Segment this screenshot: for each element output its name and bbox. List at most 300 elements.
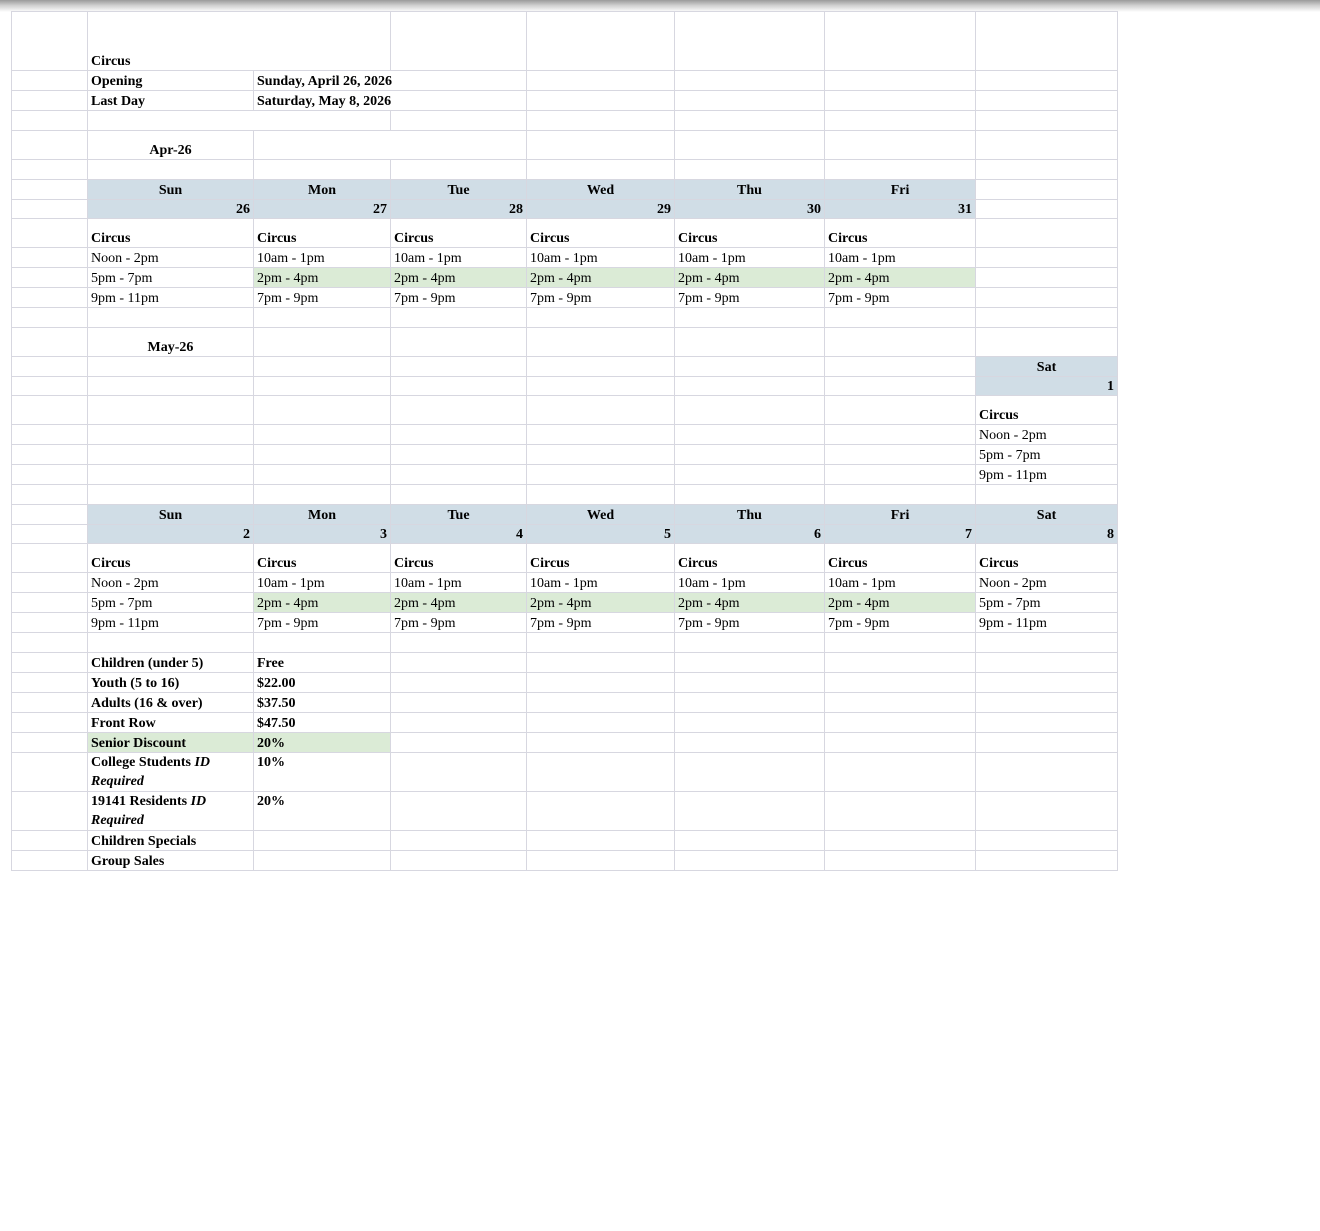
cell[interactable] [254, 160, 391, 180]
cell[interactable] [527, 633, 675, 653]
showtime[interactable]: Noon - 2pm [88, 573, 254, 593]
event-name[interactable]: Circus [527, 219, 675, 248]
cell[interactable] [976, 268, 1118, 288]
showtime[interactable]: 10am - 1pm [675, 573, 825, 593]
event-name[interactable]: Circus [825, 544, 976, 573]
cell[interactable] [527, 377, 675, 396]
page-title[interactable]: Circus [88, 12, 391, 71]
sheet-row [12, 308, 1118, 328]
cell[interactable] [391, 633, 527, 653]
cell[interactable] [12, 357, 88, 377]
price-value[interactable]: $22.00 [254, 673, 391, 693]
day-header[interactable]: Sun [88, 180, 254, 200]
cell[interactable] [825, 753, 976, 792]
opening-date[interactable]: Sunday, April 26, 2026 [254, 71, 527, 91]
showtime[interactable]: 7pm - 9pm [254, 288, 391, 308]
cell[interactable] [675, 425, 825, 445]
cell[interactable] [527, 831, 675, 851]
cell[interactable] [391, 851, 527, 871]
price-label[interactable]: Group Sales [88, 851, 254, 871]
cell[interactable] [254, 465, 391, 485]
day-header[interactable]: Sat [976, 505, 1118, 525]
date-number[interactable]: 3 [254, 525, 391, 544]
event-name[interactable]: Circus [675, 544, 825, 573]
date-number[interactable]: 2 [88, 525, 254, 544]
date-number[interactable]: 5 [527, 525, 675, 544]
cell[interactable] [88, 111, 391, 131]
cell[interactable] [12, 180, 88, 200]
cell[interactable] [675, 693, 825, 713]
cell[interactable] [976, 328, 1118, 357]
cell[interactable] [976, 851, 1118, 871]
cell[interactable] [12, 219, 88, 248]
sheet-row [12, 71, 1118, 91]
showtime[interactable]: 2pm - 4pm [675, 593, 825, 613]
cell[interactable] [825, 693, 976, 713]
cell[interactable] [527, 792, 675, 831]
cell[interactable] [976, 180, 1118, 200]
cell[interactable] [825, 792, 976, 831]
month-label-april[interactable]: Apr-26 [88, 131, 254, 160]
cell[interactable] [391, 377, 527, 396]
showtime[interactable]: 2pm - 4pm [254, 268, 391, 288]
date-number[interactable]: 4 [391, 525, 527, 544]
cell[interactable] [12, 377, 88, 396]
cell[interactable] [527, 357, 675, 377]
cell[interactable] [391, 485, 527, 505]
cell[interactable] [527, 713, 675, 733]
cell[interactable] [12, 485, 88, 505]
event-name[interactable]: Circus [675, 219, 825, 248]
opening-label[interactable]: Opening [88, 71, 254, 91]
cell[interactable] [391, 396, 527, 425]
showtime[interactable]: 2pm - 4pm [825, 268, 976, 288]
cell[interactable] [12, 573, 88, 593]
day-header[interactable]: Tue [391, 505, 527, 525]
week1-day-header-row [12, 180, 1118, 200]
cell[interactable] [825, 328, 976, 357]
sheet-row [12, 12, 1118, 71]
cell[interactable] [976, 792, 1118, 831]
cell[interactable] [12, 200, 88, 219]
cell[interactable] [12, 288, 88, 308]
cell[interactable] [12, 653, 88, 673]
showtime[interactable]: 7pm - 9pm [391, 288, 527, 308]
cell[interactable] [527, 653, 675, 673]
cell[interactable] [12, 544, 88, 573]
day-header[interactable]: Fri [825, 505, 976, 525]
price-value[interactable]: Free [254, 653, 391, 673]
cell[interactable] [825, 91, 976, 111]
price-label[interactable] [88, 753, 254, 792]
cell[interactable] [976, 131, 1118, 160]
cell[interactable] [976, 831, 1118, 851]
cell[interactable] [12, 445, 88, 465]
event-name[interactable]: Circus [88, 544, 254, 573]
cell[interactable] [391, 465, 527, 485]
cell[interactable] [825, 71, 976, 91]
cell[interactable] [391, 445, 527, 465]
cell[interactable] [254, 425, 391, 445]
day-header[interactable]: Thu [675, 180, 825, 200]
cell[interactable] [976, 91, 1118, 111]
cell[interactable] [12, 693, 88, 713]
event-name[interactable]: Circus [976, 544, 1118, 573]
cell[interactable] [391, 733, 527, 753]
day-header[interactable]: Thu [675, 505, 825, 525]
cell[interactable] [12, 633, 88, 653]
day-header[interactable]: Mon [254, 180, 391, 200]
showtime[interactable]: 10am - 1pm [527, 573, 675, 593]
showtime[interactable]: 10am - 1pm [825, 248, 976, 268]
cell[interactable] [825, 445, 976, 465]
cell[interactable] [675, 160, 825, 180]
cell[interactable] [825, 653, 976, 673]
cell[interactable] [675, 308, 825, 328]
cell[interactable] [675, 377, 825, 396]
cell[interactable] [825, 425, 976, 445]
cell[interactable] [12, 713, 88, 733]
price-value[interactable]: 20% [254, 792, 391, 831]
cell[interactable] [675, 485, 825, 505]
cell[interactable] [12, 308, 88, 328]
cell[interactable] [12, 593, 88, 613]
cell[interactable] [825, 633, 976, 653]
showtime[interactable]: 2pm - 4pm [391, 268, 527, 288]
price-label[interactable]: Adults (16 & over) [88, 693, 254, 713]
showtime[interactable]: 10am - 1pm [391, 573, 527, 593]
cell[interactable] [88, 357, 254, 377]
event-name[interactable]: Circus [825, 219, 976, 248]
cell[interactable] [12, 831, 88, 851]
price-value[interactable]: $47.50 [254, 713, 391, 733]
cell[interactable] [675, 733, 825, 753]
day-header[interactable]: Wed [527, 505, 675, 525]
date-number[interactable]: 29 [527, 200, 675, 219]
cell[interactable] [12, 328, 88, 357]
cell[interactable] [391, 713, 527, 733]
cell[interactable] [976, 653, 1118, 673]
cell[interactable] [527, 445, 675, 465]
cell[interactable] [675, 851, 825, 871]
pricing-row [12, 753, 1118, 792]
cell[interactable] [675, 357, 825, 377]
cell[interactable] [12, 673, 88, 693]
date-number[interactable]: 1 [976, 377, 1118, 396]
showtime[interactable]: Noon - 2pm [88, 248, 254, 268]
cell[interactable] [391, 328, 527, 357]
price-label[interactable]: Front Row [88, 713, 254, 733]
date-number[interactable]: 27 [254, 200, 391, 219]
cell[interactable] [675, 111, 825, 131]
price-value[interactable]: 20% [254, 733, 391, 753]
cell[interactable] [527, 693, 675, 713]
cell[interactable] [12, 851, 88, 871]
showtime[interactable]: 10am - 1pm [254, 248, 391, 268]
cell[interactable] [675, 673, 825, 693]
date-number[interactable]: 30 [675, 200, 825, 219]
price-label[interactable]: Children Specials [88, 831, 254, 851]
cell[interactable] [88, 425, 254, 445]
cell[interactable] [675, 328, 825, 357]
showtime[interactable]: 9pm - 11pm [88, 288, 254, 308]
cell[interactable] [527, 753, 675, 792]
cell[interactable] [12, 111, 88, 131]
cell[interactable] [675, 131, 825, 160]
cell[interactable] [825, 465, 976, 485]
cell[interactable] [825, 396, 976, 425]
cell[interactable] [12, 91, 88, 111]
cell[interactable] [254, 377, 391, 396]
day-header[interactable]: Tue [391, 180, 527, 200]
cell[interactable] [976, 200, 1118, 219]
showtime[interactable]: 7pm - 9pm [391, 613, 527, 633]
cell[interactable] [254, 131, 527, 160]
showtime[interactable]: 10am - 1pm [254, 573, 391, 593]
cell[interactable] [825, 851, 976, 871]
showtime[interactable]: 10am - 1pm [391, 248, 527, 268]
event-name[interactable]: Circus [88, 219, 254, 248]
cell[interactable] [675, 753, 825, 792]
cell[interactable] [391, 357, 527, 377]
cell[interactable] [825, 377, 976, 396]
cell[interactable] [391, 753, 527, 792]
cell[interactable] [88, 377, 254, 396]
showtime[interactable]: 5pm - 7pm [88, 593, 254, 613]
showtime[interactable]: 5pm - 7pm [976, 593, 1118, 613]
date-number[interactable]: 31 [825, 200, 976, 219]
day-header[interactable]: Wed [527, 180, 675, 200]
showtime[interactable]: 7pm - 9pm [254, 613, 391, 633]
price-value[interactable]: $37.50 [254, 693, 391, 713]
cell[interactable] [391, 693, 527, 713]
cell[interactable] [12, 396, 88, 425]
cell[interactable] [675, 792, 825, 831]
cell[interactable] [527, 111, 675, 131]
event-name[interactable]: Circus [254, 219, 391, 248]
cell[interactable] [825, 485, 976, 505]
cell[interactable] [976, 219, 1118, 248]
day-header[interactable]: Sat [976, 357, 1118, 377]
cell[interactable] [976, 288, 1118, 308]
cell[interactable] [976, 753, 1118, 792]
cell[interactable] [976, 308, 1118, 328]
price-label-note: ID Required [91, 794, 207, 828]
cell[interactable] [527, 71, 675, 91]
cell[interactable] [88, 308, 254, 328]
cell[interactable] [825, 12, 976, 71]
cell[interactable] [825, 111, 976, 131]
cell[interactable] [675, 12, 825, 71]
cell[interactable] [12, 465, 88, 485]
cell[interactable] [976, 71, 1118, 91]
cell[interactable] [675, 445, 825, 465]
cell[interactable] [88, 633, 254, 653]
cell[interactable] [527, 12, 675, 71]
showtime[interactable]: 7pm - 9pm [825, 288, 976, 308]
cell[interactable] [12, 505, 88, 525]
cell[interactable] [825, 733, 976, 753]
cell[interactable] [12, 160, 88, 180]
cell[interactable] [976, 673, 1118, 693]
cell[interactable] [391, 160, 527, 180]
cell[interactable] [391, 831, 527, 851]
cell[interactable] [12, 12, 88, 71]
cell[interactable] [12, 733, 88, 753]
cell[interactable] [976, 733, 1118, 753]
date-number[interactable]: 6 [675, 525, 825, 544]
price-label[interactable]: Senior Discount [88, 733, 254, 753]
cell[interactable] [675, 633, 825, 653]
cell[interactable] [12, 248, 88, 268]
cell[interactable] [976, 12, 1118, 71]
cell[interactable] [976, 248, 1118, 268]
cell[interactable] [391, 111, 527, 131]
cell[interactable] [391, 673, 527, 693]
showtime[interactable]: 9pm - 11pm [88, 613, 254, 633]
cell[interactable] [976, 111, 1118, 131]
date-number[interactable]: 7 [825, 525, 976, 544]
spreadsheet-grid [11, 11, 1118, 871]
cell[interactable] [12, 131, 88, 160]
price-label[interactable]: Children (under 5) [88, 653, 254, 673]
showtime[interactable]: 10am - 1pm [675, 248, 825, 268]
cell[interactable] [391, 653, 527, 673]
event-name[interactable]: Circus [254, 544, 391, 573]
cell[interactable] [12, 753, 88, 792]
price-label[interactable]: Youth (5 to 16) [88, 673, 254, 693]
cell[interactable] [254, 633, 391, 653]
price-value[interactable]: 10% [254, 753, 391, 792]
showtime[interactable]: 7pm - 9pm [675, 613, 825, 633]
showtime[interactable]: 10am - 1pm [527, 248, 675, 268]
cell[interactable] [976, 160, 1118, 180]
cell[interactable] [825, 713, 976, 733]
cell[interactable] [527, 673, 675, 693]
cell[interactable] [675, 91, 825, 111]
cell[interactable] [976, 713, 1118, 733]
event-name[interactable]: Circus [391, 219, 527, 248]
price-value[interactable] [254, 831, 391, 851]
cell[interactable] [254, 396, 391, 425]
cell[interactable] [391, 12, 527, 71]
cell[interactable] [825, 357, 976, 377]
cell[interactable] [976, 633, 1118, 653]
last-day-date[interactable]: Saturday, May 8, 2026 [254, 91, 527, 111]
cell[interactable] [527, 485, 675, 505]
date-number[interactable]: 28 [391, 200, 527, 219]
cell[interactable] [527, 465, 675, 485]
event-name[interactable]: Circus [391, 544, 527, 573]
showtime[interactable]: 2pm - 4pm [391, 593, 527, 613]
cell[interactable] [825, 131, 976, 160]
cell[interactable] [675, 465, 825, 485]
date-number[interactable]: 8 [976, 525, 1118, 544]
cell[interactable] [12, 613, 88, 633]
cell[interactable] [254, 485, 391, 505]
cell[interactable] [675, 653, 825, 673]
cell[interactable] [12, 792, 88, 831]
cell[interactable] [12, 525, 88, 544]
cell[interactable] [675, 831, 825, 851]
cell[interactable] [527, 160, 675, 180]
showtime[interactable]: 2pm - 4pm [825, 593, 976, 613]
event-name[interactable]: Circus [527, 544, 675, 573]
event-name[interactable]: Circus [976, 396, 1118, 425]
showtime[interactable]: 5pm - 7pm [88, 268, 254, 288]
cell[interactable] [391, 308, 527, 328]
last-day-label[interactable]: Last Day [88, 91, 254, 111]
cell[interactable] [88, 465, 254, 485]
cell[interactable] [527, 328, 675, 357]
showtime[interactable]: 9pm - 11pm [976, 465, 1118, 485]
showtime[interactable]: 5pm - 7pm [976, 445, 1118, 465]
showtime[interactable]: Noon - 2pm [976, 573, 1118, 593]
day-header[interactable]: Fri [825, 180, 976, 200]
showtime[interactable]: 2pm - 4pm [527, 593, 675, 613]
cell[interactable] [527, 851, 675, 871]
cell[interactable] [12, 268, 88, 288]
showtime[interactable]: Noon - 2pm [976, 425, 1118, 445]
day-header[interactable]: Sun [88, 505, 254, 525]
cell[interactable] [527, 91, 675, 111]
cell[interactable] [254, 357, 391, 377]
price-value[interactable] [254, 851, 391, 871]
cell[interactable] [12, 425, 88, 445]
showtime[interactable]: 7pm - 9pm [675, 288, 825, 308]
cell[interactable] [254, 328, 391, 357]
cell[interactable] [825, 673, 976, 693]
showtime[interactable]: 10am - 1pm [825, 573, 976, 593]
cell[interactable] [825, 308, 976, 328]
cell[interactable] [391, 425, 527, 445]
price-label[interactable] [88, 792, 254, 831]
showtime[interactable]: 7pm - 9pm [527, 613, 675, 633]
cell[interactable] [88, 396, 254, 425]
cell[interactable] [976, 693, 1118, 713]
cell[interactable] [254, 308, 391, 328]
cell[interactable] [88, 445, 254, 465]
cell[interactable] [527, 425, 675, 445]
showtime[interactable]: 2pm - 4pm [254, 593, 391, 613]
cell[interactable] [527, 131, 675, 160]
pricing-row [12, 733, 1118, 753]
cell[interactable] [527, 733, 675, 753]
cell[interactable] [254, 445, 391, 465]
cell[interactable] [527, 396, 675, 425]
cell[interactable] [88, 160, 254, 180]
cell[interactable] [88, 485, 254, 505]
showtime[interactable]: 2pm - 4pm [675, 268, 825, 288]
month-label-may[interactable]: May-26 [88, 328, 254, 357]
cell[interactable] [825, 831, 976, 851]
cell[interactable] [12, 71, 88, 91]
day-header[interactable]: Mon [254, 505, 391, 525]
showtime[interactable]: 7pm - 9pm [527, 288, 675, 308]
cell[interactable] [527, 308, 675, 328]
cell[interactable] [391, 792, 527, 831]
pricing-row [12, 653, 1118, 673]
showtime[interactable]: 7pm - 9pm [825, 613, 976, 633]
date-number[interactable]: 26 [88, 200, 254, 219]
showtime[interactable]: 2pm - 4pm [527, 268, 675, 288]
cell[interactable] [675, 713, 825, 733]
showtime[interactable]: 9pm - 11pm [976, 613, 1118, 633]
cell[interactable] [675, 71, 825, 91]
cell[interactable] [825, 160, 976, 180]
cell[interactable] [976, 485, 1118, 505]
cell[interactable] [675, 396, 825, 425]
